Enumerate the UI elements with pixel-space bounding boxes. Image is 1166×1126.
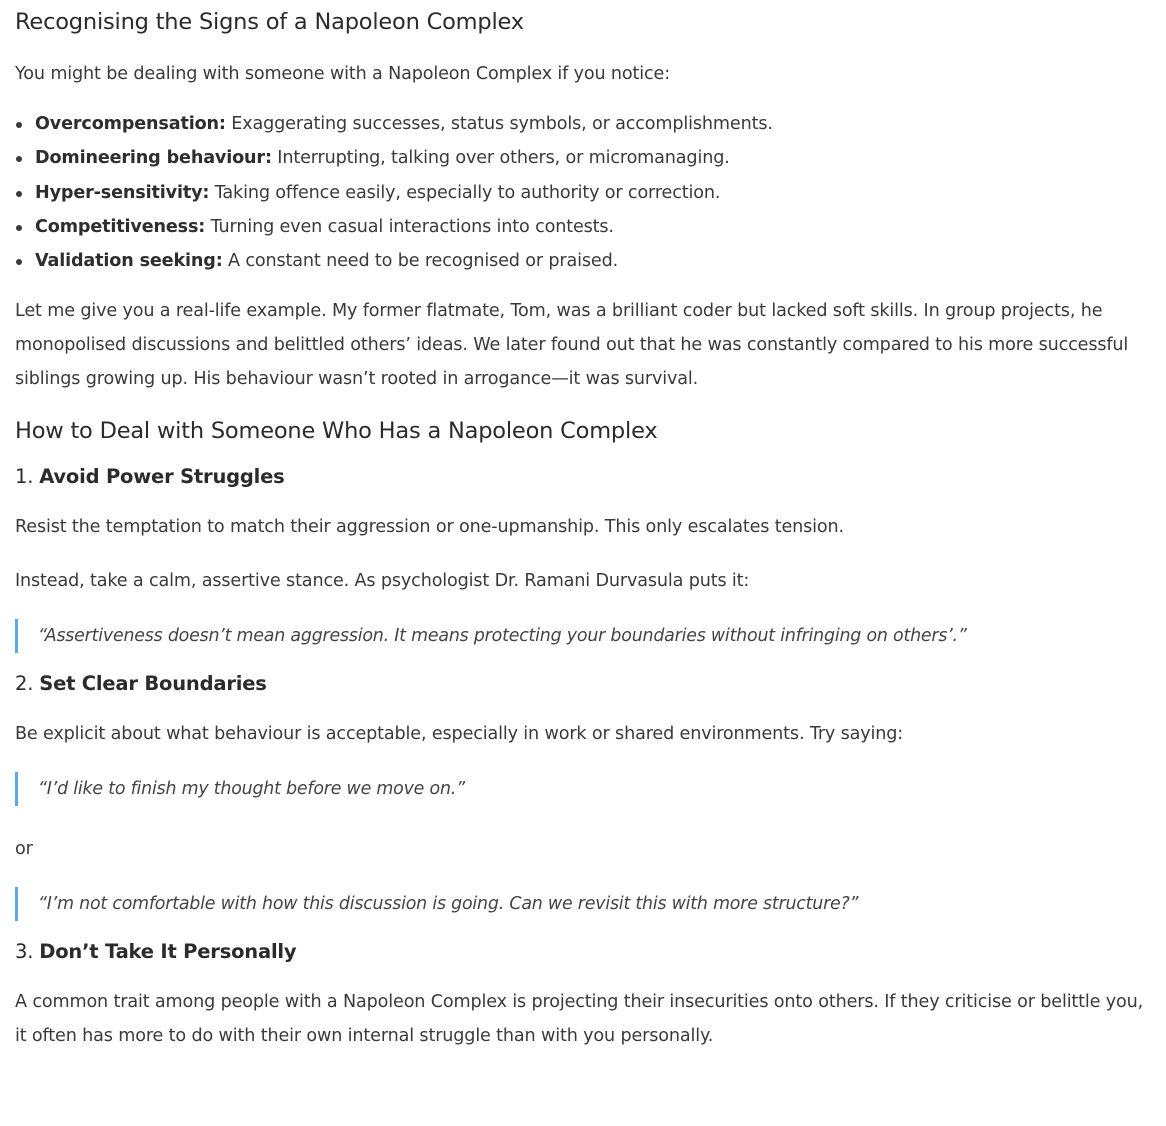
or-separator: or [15,839,33,860]
signs-list [15,107,1152,278]
tip-title: Set Clear Boundaries [39,672,267,696]
list-item [35,210,1152,244]
quote-finish-thought: “I’d like to finish my thought before we move on.” [15,772,1152,806]
section-heading-how-to-deal: How to Deal with Someone Who Has a Napoleon Complex [15,418,658,445]
signs-intro-paragraph: You might be dealing with someone with a Napoleon Complex if you notice: [15,64,671,84]
example-paragraph: Let me give you a real-life example. My former flatmate, Tom, was a brilliant coder but lacked soft skills. In group projects, he monopolised discussions and belittled others’ ideas. We later found out that he was constantly compared to his more successful siblings growing up. His behaviour wasn’t rooted in arrogance—it was survival. [15,301,1129,390]
tip-number: 2. [15,672,40,696]
tip-heading-dont-take-it-personally [15,937,1152,967]
tip-heading-avoid-power-struggles [15,462,1152,492]
quote-assertiveness: “Assertiveness doesn’t mean aggression. It means protecting your boundaries without infringing on others’.” [15,619,1152,653]
section-heading-signs: Recognising the Signs of a Napoleon Complex [15,9,524,35]
sign-term: Domineering behaviour: [35,148,272,169]
sign-term: Hyper-sensitivity: [35,182,210,203]
tip-number: 3. [15,940,40,964]
sign-description: Exaggerating successes, status symbols, or accomplishments. [225,114,773,134]
sign-description: Turning even casual interactions into contests. [205,216,614,237]
sign-term: Competitiveness: [35,216,206,237]
sign-term: Overcompensation: [35,114,226,134]
list-item [35,141,1152,175]
tip1-paragraph-2: Instead, take a calm, assertive stance. As psychologist Dr. Ramani Durvasula puts it: [15,571,750,592]
tip1-paragraph-1: Resist the temptation to match their aggression or one-upmanship. This only escalates tension. [15,517,844,538]
tip2-paragraph-1: Be explicit about what behaviour is acceptable, especially in work or shared environments. Try saying: [15,724,904,745]
quote-not-comfortable: “I’m not comfortable with how this discussion is going. Can we revisit this with more structure?” [15,887,1152,921]
sign-description: Interrupting, talking over others, or micromanaging. [271,148,730,169]
tip-number: 1. [15,465,40,489]
list-item [35,107,1152,141]
tip3-paragraph-1: A common trait among people with a Napoleon Complex is projecting their insecurities onto others. If they criticise or belittle you, it often has more to do with their own internal struggle than with you personally. [15,992,1144,1047]
list-item [35,176,1152,210]
sign-description: Taking offence easily, especially to authority or correction. [209,182,721,203]
tip-title: Don’t Take It Personally [39,940,297,964]
sign-description: A constant need to be recognised or praised. [222,251,619,272]
list-item [35,244,1152,278]
tip-title: Avoid Power Struggles [39,465,285,489]
sign-term: Validation seeking: [35,251,223,272]
tip-heading-set-clear-boundaries [15,669,1152,699]
